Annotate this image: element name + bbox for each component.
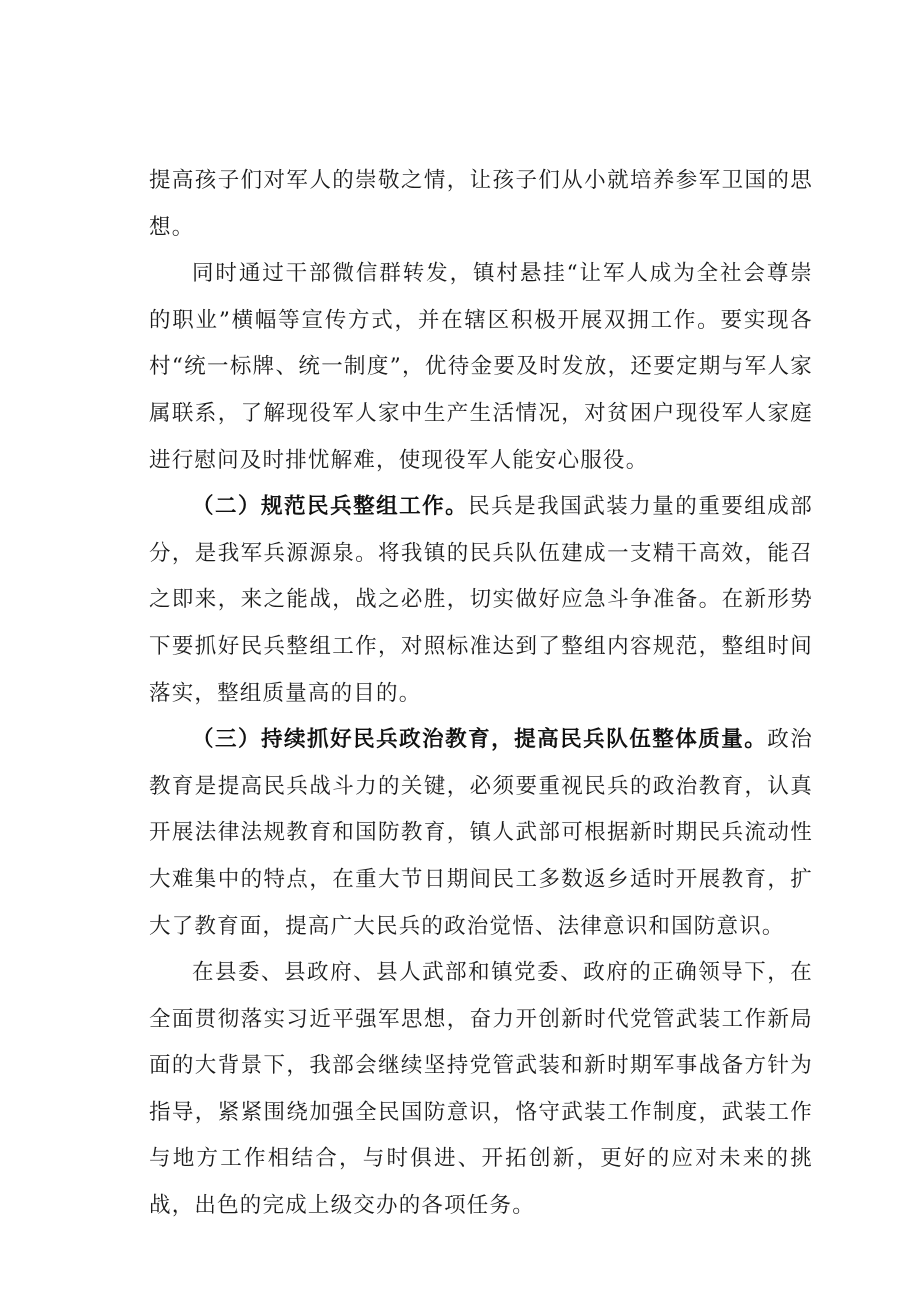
paragraph-text: 政治教育是提高民兵战斗力的关键，必须要重视民兵的政治教育，认真开展法律法规教育和国防教育，镇人武部可根据新时期民兵流动性大难集中的特点，在重大节日期间民工多数返乡适时开展教育，扩大了教育面，提高广大民兵的政治觉悟、法律意识和国防意识。 [149, 727, 813, 939]
document-body [149, 158, 813, 1230]
paragraph-text: 同时通过干部微信群转发，镇村悬挂“让军人成为全社会尊崇的职业”横幅等宣传方式，并在辖区积极开展双拥工作。要实现各村“统一标牌、统一制度”，优待金要及时发放，还要定期与军人家属联系，了解现役军人家中生产生活情况，对贫困户现役军人家庭进行慰问及时排忧解难，使现役军人能安心服役。 [149, 261, 813, 473]
section-heading: （二）规范民兵整组工作。 [192, 494, 469, 520]
paragraph-continuation [149, 158, 813, 251]
paragraph-publicity [149, 251, 813, 484]
paragraph-conclusion [149, 950, 813, 1230]
paragraph-text: 民兵是我国武装力量的重要组成部分，是我军兵源源泉。将我镇的民兵队伍建成一支精干高效，能召之即来，来之能战，战之必胜，切实做好应急斗争准备。在新形势下要抓好民兵整组工作，对照标准达到了整组内容规范，整组时间落实，整组质量高的目的。 [149, 494, 813, 706]
paragraph-text: 在县委、县政府、县人武部和镇党委、政府的正确领导下，在全面贯彻落实习近平强军思想，奋力开创新时代党管武装工作新局面的大背景下，我部会继续坚持党管武装和新时期军事战备方针为指导，紧紧围绕加强全民国防意识，恪守武装工作制度，武装工作与地方工作相结合，与时俱进、开拓创新，更好的应对未来的挑战，出色的完成上级交办的各项任务。 [149, 960, 813, 1219]
paragraph-text: 提高孩子们对军人的崇敬之情，让孩子们从小就培养参军卫国的思想。 [149, 168, 813, 240]
section-heading: （三）持续抓好民兵政治教育，提高民兵队伍整体质量。 [192, 727, 768, 753]
paragraph-militia-reorganization [149, 484, 813, 717]
paragraph-political-education [149, 717, 813, 950]
